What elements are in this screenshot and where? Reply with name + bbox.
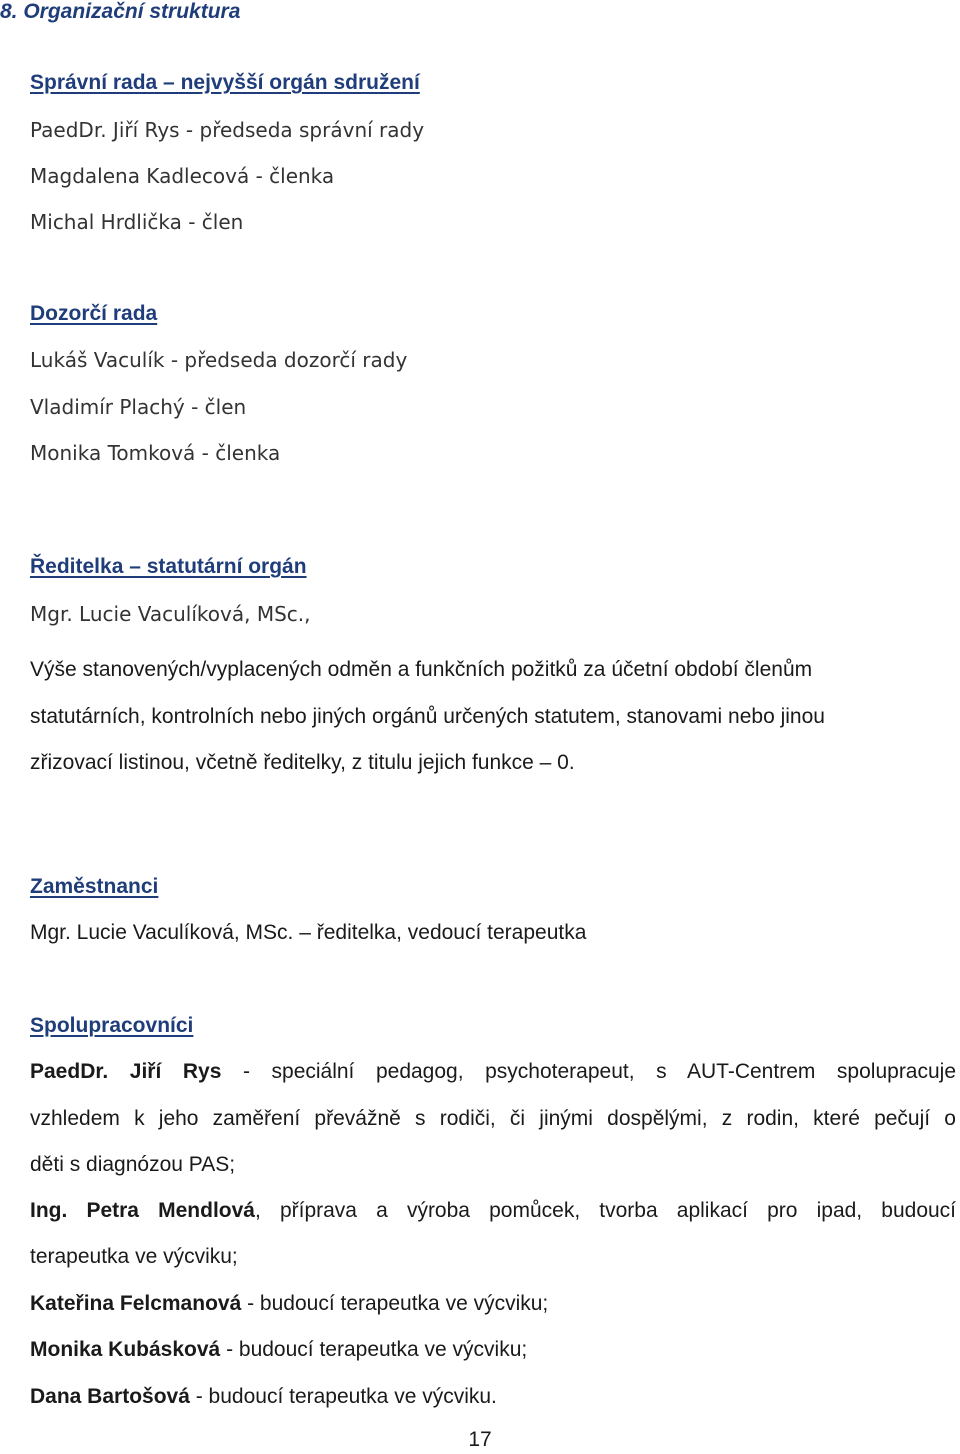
- collaborator-rys-line: děti s diagnózou PAS;: [30, 1153, 236, 1176]
- collaborator-rys-line: [30, 1058, 956, 1086]
- supervisory-member: Monika Tomková - členka: [30, 441, 281, 465]
- page-number: 17: [468, 1428, 492, 1451]
- collaborator-name: Ing. Petra Mendlová: [30, 1199, 255, 1222]
- collaborator-name: Dana Bartošová: [30, 1385, 190, 1408]
- collaborator-role: - budoucí terapeutka ve výcviku;: [241, 1292, 549, 1315]
- collaborator-role: - budoucí terapeutka ve výcviku.: [189, 1385, 497, 1408]
- director-name: Mgr. Lucie Vaculíková, MSc.,: [30, 602, 311, 626]
- supervisory-heading: Dozorčí rada: [30, 302, 158, 325]
- collaborator-mendlova-line: [30, 1197, 956, 1225]
- collaborator-role: - budoucí terapeutka ve výcviku;: [220, 1338, 528, 1361]
- collaborators-heading: Spolupracovníci: [30, 1014, 194, 1037]
- supervisory-member: Vladimír Plachý - člen: [30, 395, 247, 419]
- collaborator-rys-line: vzhledem k jeho zaměření převážně s rodiči, či jinými dospělými, z rodin, které pečují o: [30, 1107, 956, 1130]
- collaborator-role: - speciální pedagog, psychoterapeut, s AUT-Centrem spolupracuje: [221, 1060, 957, 1083]
- collaborator-line: [30, 1383, 497, 1411]
- collaborator-name: Monika Kubásková: [30, 1338, 221, 1361]
- remuneration-text-line: Výše stanovených/vyplacených odměn a funkčních požitků za účetní období členům: [30, 658, 813, 681]
- employee-line: Mgr. Lucie Vaculíková, MSc. – ředitelka, vedoucí terapeutka: [30, 921, 587, 944]
- collaborator-line: [30, 1336, 527, 1364]
- board-member: Magdalena Kadlecová - členka: [30, 164, 335, 188]
- collaborator-line: [30, 1290, 548, 1318]
- chapter-title: 8. Organizační struktura: [0, 0, 241, 23]
- remuneration-text-line: zřizovací listinou, včetně ředitelky, z titulu jejich funkce – 0.: [30, 751, 575, 774]
- board-member: PaedDr. Jiří Rys - předseda správní rady: [30, 118, 425, 142]
- collaborator-role: , příprava a výroba pomůcek, tvorba aplikací pro ipad, budoucí: [254, 1199, 957, 1222]
- supervisory-member: Lukáš Vaculík - předseda dozorčí rady: [30, 348, 408, 372]
- board-heading: Správní rada – nejvyšší orgán sdružení: [30, 71, 420, 94]
- collaborator-mendlova-line: terapeutka ve výcviku;: [30, 1245, 238, 1268]
- director-heading: Ředitelka – statutární orgán: [30, 555, 307, 578]
- remuneration-text-line: statutárních, kontrolních nebo jiných orgánů určených statutem, stanovami nebo jinou: [30, 705, 825, 728]
- collaborator-name: PaedDr. Jiří Rys: [30, 1060, 222, 1083]
- board-member: Michal Hrdlička - člen: [30, 210, 244, 234]
- employees-heading: Zaměstnanci: [30, 875, 159, 898]
- collaborator-name: Kateřina Felcmanová: [30, 1292, 242, 1315]
